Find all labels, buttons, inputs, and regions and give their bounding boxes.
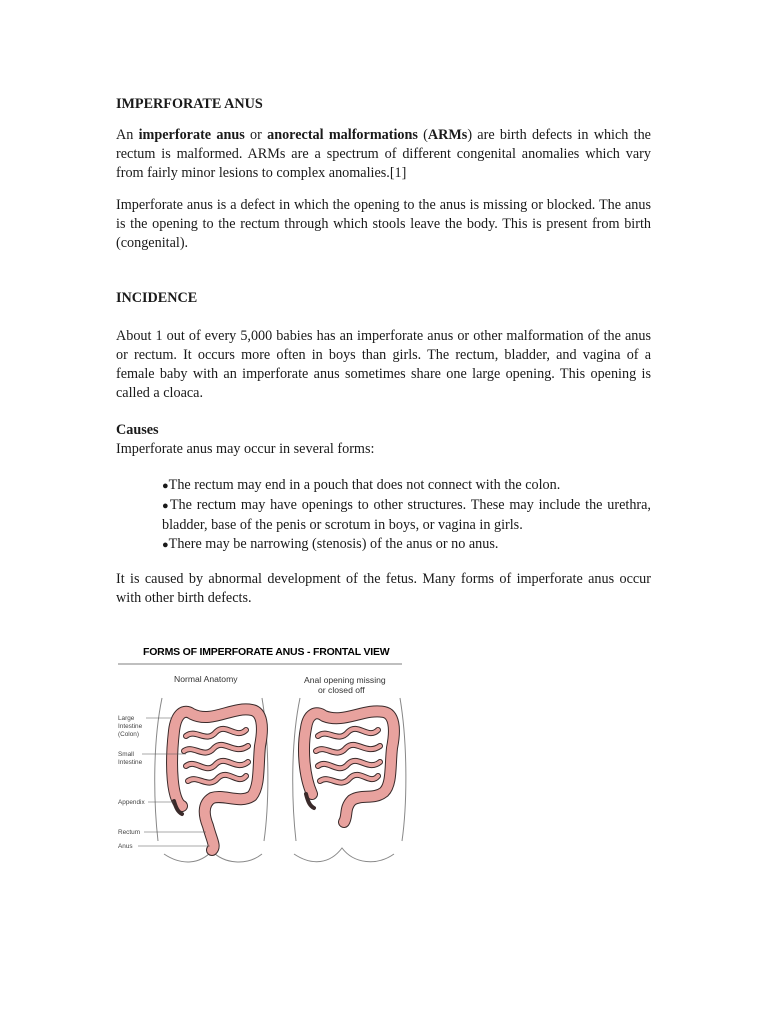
paragraph-cause-closing: It is caused by abnormal development of the fetus. Many forms of imperforate anus occur with other birth defects. <box>116 571 651 606</box>
bullet-icon: ● <box>162 480 169 492</box>
label-anus: Anus <box>118 843 133 850</box>
term-arms: ARMs <box>427 127 468 143</box>
label-rectum: Rectum <box>118 829 141 836</box>
list-item: ●The rectum may end in a pouch that does not connect with the colon. <box>162 477 561 493</box>
label-colon: (Colon) <box>118 731 139 738</box>
label-intestine: Intestine <box>118 723 143 730</box>
small-intestine-fill <box>316 729 380 783</box>
anatomy-diagram <box>112 636 412 866</box>
small-intestine-outline <box>316 729 380 783</box>
causes-list <box>162 476 651 555</box>
heading-incidence: INCIDENCE <box>116 290 198 306</box>
heading-imperforate-anus: IMPERFORATE ANUS <box>116 96 263 112</box>
figure-title: FORMS OF IMPERFORATE ANUS - FRONTAL VIEW <box>143 646 390 658</box>
label-large: Large <box>118 715 135 722</box>
heading-causes: Causes <box>116 422 159 438</box>
term-anorectal-malformations: anorectal malformations <box>267 127 418 143</box>
paragraph-causes-intro: Imperforate anus may occur in several forms: <box>116 441 375 457</box>
buttocks-outline-right <box>294 848 394 862</box>
label-small: Small <box>118 751 134 758</box>
label-appendix: Appendix <box>118 799 145 806</box>
bullet-icon: ● <box>162 500 170 512</box>
caption-anal-missing-2: or closed off <box>318 685 365 695</box>
list-item: ●The rectum may have openings to other structures. These may include the urethra, bladder, base of the penis or scrotum in boys, or vagina in girls. <box>162 497 651 533</box>
paragraph-incidence: About 1 out of every 5,000 babies has an imperforate anus or other malformation of the anus or rectum. It occurs more often in boys than girls. The rectum, bladder, and vagina of a female baby with an imperforate anus sometimes share one large opening. This opening is called a cloaca. <box>116 328 651 401</box>
bullet-icon: ● <box>162 539 169 551</box>
term-imperforate-anus: imperforate anus <box>138 127 245 143</box>
list-item: ●There may be narrowing (stenosis) of the anus or no anus. <box>162 536 499 552</box>
caption-normal-anatomy: Normal Anatomy <box>174 674 238 684</box>
paragraph-definition: An imperforate anus or anorectal malformations (ARMs) are birth defects in which the rectum is malformed. ARMs are a spectrum of different congenital anomalies which vary from fairly minor lesions to complex anomalies.[1] <box>116 127 651 181</box>
caption-anal-missing-1: Anal opening missing <box>304 675 386 685</box>
normal-colon <box>172 709 262 850</box>
label-small-intestine: Intestine <box>118 759 143 766</box>
small-intestine-fill <box>184 729 248 783</box>
imperforate-colon <box>304 711 394 822</box>
anatomy-figure <box>112 636 412 866</box>
paragraph-defect-description: Imperforate anus is a defect in which the opening to the anus is missing or blocked. The anus is the opening to the rectum through which stools leave the body. This is present from birth (congenital). <box>116 197 651 251</box>
small-intestine-outline <box>184 729 248 783</box>
